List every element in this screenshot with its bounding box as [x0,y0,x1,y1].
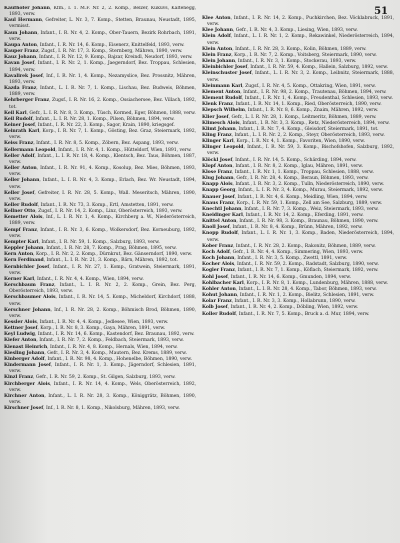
entry-name: Kern Ferdinand [4,258,44,264]
entry-name: Klug Johann [202,176,234,182]
entry-name: Kleinschuster Josef [202,71,252,77]
entry-detail: Infant., I. R. Nr. 28, 2. Komp., Rakonitz, Böhmen, 1889, verw. [235,243,376,249]
entry-detail: Gefr., I. R. Nr. 59, 2. Komp., St. Gilgen, Salzburg, 1893, verw. [35,375,176,381]
entry-detail: Gefr., I. R. Nr. 28, 4. Komp., Beraun, Böhmen, 1893, verw. [236,176,369,182]
entry-name: Knoll Josef [202,225,230,231]
entry-detail: Korp., I. R. Nr. 4, 1. Komp., Favoriten, Wien, 1890, verw. [236,139,365,145]
list-entry: Klement Rudolf, Infant., I. R. Nr. 1, 4. Komp., Freudenthal, Schlesien, 1893, verw. [202,96,393,102]
list-entry: Klimt Johann, Infant., I. R. Nr. 7, 4. Komp., Gleisdorf, Steiermark, 1891, tot. [202,126,379,132]
entry-detail: Infant., I. R. Nr. 7, 1. Komp., Köflach, Steiermark, 1892, verw. [237,268,379,274]
list-entry: Keiss Franz, Infant., I. R. Nr. 8, 5. Komp., Zöbern, Bez. Aspang, 1893, verw. [4,141,179,147]
entry-name: Keil Rudolf [4,116,33,122]
entry-detail: Infant., I. R. Nr. 28, 7. Komp., Prag, Böhmen, 1895, verw. [46,246,177,252]
list-entry: Kinberger Adolf, Infant., I. R. Nr. 98, 4. Komp., Hohenelbe, Böhmen, 1890, verw. [4,356,192,362]
list-entry: Keller Johann, Infant., L. I. R. Nr. 4, 3. Komp., Erlach, Bez. Wr. Neustadt, 1894, verw. [4,178,196,190]
entry-name: Kohlbacher Karl [202,280,244,286]
list-entry: Klein Adolf, Infant., L. I. R. Nr. 1, 2. Komp., Rekawinkel, Niederösterreich, 1894, verw. [202,34,394,46]
entry-name: Klinger Karl [202,139,234,145]
entry-name: Kiesling Johann [4,350,45,356]
entry-name: Kindermann Josef [4,363,51,369]
entry-detail: Zugsf., I. R. Nr. 16, 2. Komp., Ossiachersee, Bez. Villach, 1892, tot. [9,98,196,110]
entry-name: Kauz Johann [4,55,37,61]
list-entry: Klinger Karl, Korp., I. R. Nr. 4, 1. Komp., Favoriten, Wien, 1890, verw. [202,139,365,145]
list-entry: Klopf Anton, Infant., I. R. Nr. 8, 2. Komp., Iglau, Mähren, 1891, verw. [202,163,363,169]
entry-detail: Infant., I. R. Nr. 14, 2. Komp., Eferding, 1891, verw. [245,213,364,218]
entry-name: Kettner Josef [4,326,38,332]
entry-detail: Infant., I. R. Nr. 14, 2. Komp., Puchkirchen, Bez. Vöcklabruck, 1891, verw. [207,16,394,28]
entry-name: Keller Johann [4,178,40,184]
entry-detail: Infant., I. R. Nr. 3, 3. Komp., Hollabrunn, 1890, verw. [234,299,356,305]
entry-name: Kemetter Alois [4,215,43,221]
entry-name: Koch Johann [202,256,235,262]
entry-detail: Infant., I. R. Nr. 4, 2. Komp., Ober-Tauern, Bezirk Rohrbach, 1891, verw. [9,30,196,42]
entry-detail: Infant., I. R. Nr. 14, 5. Komp., Micheldorf, Kirchdorf, 1888, verw. [9,295,196,307]
entry-detail: Korp., I. R. Nr. 8, 3. Komp., Gaya, Mähren, 1891, verw. [40,326,166,332]
list-entry: Knapp Georg, Infant., L. I. R. Nr. 3, 4. Komp., Murau, Steiermark, 1892, verw. [202,188,383,194]
list-entry: Keller Josef, Gefreiter, I. R. Nr. 28, 5. Komp., Wall. Meseritsch, Mähren, 1890, verw. [4,190,196,202]
list-entry: Kolar Franz, Infant., I. R. Nr. 3, 3. Komp., Hollabrunn, 1890, verw. [202,299,356,305]
list-entry: Knauer Josef, Infant., I. R. Nr. 4, 6. Komp., Meidling, Wien, 1894, verw. [202,194,368,200]
entry-name: Kempf Franz [4,227,37,233]
list-entry: Knoll Josef, Infant., I. R. Nr. 8, 4. Komp., Brünn, Mähren, 1892, verw. [202,225,363,231]
entry-detail: Infant., I. R. Nr. 7, 3. Komp., Weiz, Steiermark, 1893, verw. [244,206,379,212]
entry-detail: Infant., I. R. Nr. 3, 5. Komp., Zwettl, 1891, verw. [237,256,348,262]
list-entry: Kellner Otto, Zugsf., I. R. Nr. 14, 2. Komp., Linz, Oberösterreich, 1893, verw. [4,209,183,215]
entry-name: Klenk Franz [202,102,233,108]
list-entry: Kettner Josef, Korp., I. R. Nr. 8, 3. Komp., Gaya, Mähren, 1891, verw. [4,326,166,332]
list-entry: Koller Rudolf, Infant., I. R. Nr. 7, 5. Komp., Bruck a. d. Mur, 1894, verw. [202,311,370,317]
entry-name: Keller Josef [4,190,35,196]
entry-name: Klimt Johann [202,126,236,132]
entry-name: Kauper Franz [4,49,39,55]
list-entry: Kleinbichler Josef, Infant., I. R. Nr. 59, 4. Komp., Hallein, Salzburg, 1892, verw. [202,65,388,71]
entry-detail: Korp., I. R. Nr. 7, 1. Komp., Gösting, Bez. Graz, Steiermark, 1892, verw. [9,129,196,141]
entry-detail: Infant., I. R. Nr. 4, 6. Komp., Meidling, Wien, 1894, verw. [237,194,368,200]
entry-detail: Korp., I. R. Nr. 8, 1. Komp., Lundenburg, Mähren, 1888, verw. [246,280,388,286]
entry-name: Kneidinger Karl [202,213,243,218]
list-entry: Kolb Josef, Infant., I. R. Nr. 4, 2. Komp., Döbling, Wien, 1892, verw. [202,305,359,311]
entry-detail: Zugsf., I. R. Nr. 17, 3. Komp., Sternberg, Mähren, 1890, verw. [41,49,183,55]
entry-name: Klose Franz [202,169,232,175]
entry-name: Kohl Josef [202,274,228,280]
entry-detail: Infant., I. R. Nr. 14, 1. Komp., Ried, Oberösterreich, 1890, verw. [235,102,382,108]
entry-name: Klimesch Alois [202,120,240,126]
entry-detail: Korp., I. R. Nr. 2, 2. Komp., Dürnkrut, Bez. Gänserndorf, 1890, verw. [35,252,193,258]
entry-name: Koller Rudolf [202,311,236,317]
entry-detail: Infant., I. R. Nr. 4, 8. Komp., Hernals, Wien, 1894, verw. [49,344,178,350]
list-entry: Kirchner Anton, Infant., L. I. R. Nr. 28, 3. Komp., Königgrätz, Böhmen, 1890, verw. [4,393,196,405]
list-entry: Knechtl Johann, Infant., I. R. Nr. 7, 3. Komp., Weiz, Steiermark, 1893, verw. [202,206,379,212]
list-entry: Kienast Heinrich, Infant., I. R. Nr. 4, 8. Komp., Hernals, Wien, 1894, verw. [4,344,178,350]
entry-name: Kohut Johann [202,293,237,299]
entry-name: Kling Franz [202,132,232,138]
entry-detail: Infant., I. R. Nr. 4, 4. Komp., Wien, 1894, verw. [36,276,144,282]
list-entry: Knopp Rudolf, Infant., L. I. R. Nr. 1, 3. Komp., Baden, Niederösterreich, 1894, verw. [202,231,394,243]
entry-name: Klepsch Wilhelm [202,108,245,114]
entry-name: Kerschbaum Franz [4,283,55,289]
entry-name: Knaus Franz [202,200,234,206]
entry-detail: Infant., I. R. Nr. 14, 6. Komp., Gmunden, 1894, verw. [230,274,352,280]
list-entry: Knapp Alois, Infant., I. R. Nr. 3, 2. Komp., Tulln, Niederösterreich, 1890, verw. [202,182,385,188]
entry-detail: Infant., I. R. Nr. 3, 6. Komp., Wolkersdorf, Bez. Korneuburg, 1892, verw. [9,227,196,239]
entry-name: Kavalirek Josef [4,73,43,79]
entry-name: Kolb Josef [202,305,228,311]
entry-detail: Infant., I. R. Nr. 14, 6. Komp., Eisenerz, Knittelfeld, 1893, verw. [39,42,185,48]
entry-detail: Inf., L. I. R. Nr. 1, 4. Komp., Kirchberg a. W., Niederösterreich, 1889, verw. [9,215,196,227]
entry-name: Keppler Johann [4,246,44,252]
entry-detail: Zugsf., I. R. Nr. 14, 2. Komp., Linz, Oberösterreich, 1893, verw. [38,209,183,215]
entry-detail: Gefr., L. I. R. Nr. 8, 3. Komp., Tüsch, Kormed, Eger, Böhmen, 1888, verw. [29,110,196,116]
entry-name: Keyl Ludwig [4,332,35,338]
list-entry: Klein Anton, Infant., I. R. Nr. 28, 3. Komp., Kolin, Böhmen, 1889, verw. [202,46,367,52]
entry-name: Klement Rudolf [202,96,242,102]
entry-name: Klein Franz [202,52,232,58]
entry-detail: Gefr., L. I. R. Nr. 28, 1. Komp., Leitmeritz, Böhmen, 1889, verw. [231,114,377,120]
entry-name: Knapp Alois [202,182,233,188]
entry-name: Kogler Franz [202,268,235,274]
entry-detail: Infant., L. I. R. Nr. 21, 3. Komp., Bärn, Mähren, 1892, tot. [46,258,178,264]
entry-detail: Infant., I. R. Nr. 59, 4. Komp., Hallein, Salzburg, 1892, verw. [250,65,388,71]
list-entry: Kirschner Josef, Inf., I. R. Nr. 8, 1. Komp., Nikolsburg, Mähren, 1893, verw. [4,406,180,412]
entry-detail: Infant., I. R. Nr. 2, 1. Komp., Jaegerndorf, Bez. Troppau, Schlesien, 1894, verw. [9,61,196,73]
entry-name: Kern Anton [4,252,34,258]
entry-detail: Infant., I. R. Nr. 59, 2. Komp., Radstadt, Salzburg, 1890, verw. [236,262,379,268]
entry-detail: Infant., L. I. R. Nr. 18, 4. Komp., Klentsch, Bez. Taus, Böhmen, 1887, verw. [9,153,196,165]
entry-detail: Infant., I. R. Nr. 7, 2. Komp., Feldbach, Steiermark, 1893, verw. [39,338,184,344]
list-entry: Klug Johann, Gefr., I. R. Nr. 28, 4. Komp., Beraun, Böhmen, 1893, verw. [202,176,369,182]
list-entry: Kleinmann Karl, Zugsf., I. R. Nr. 4, 5. Komp., Ottakring, Wien, 1891, verw. [202,83,376,89]
entry-detail: Gefr., I. R. Nr. 4, 4. Komp., Simmering, Wien, 1893, verw. [232,249,364,255]
entry-detail: Infant., I. R. Nr. 1, 4. Komp., Freudenthal, Schlesien, 1893, verw. [244,96,393,102]
entry-detail: Infant., I. R. Nr. 14, 6. Komp., Kastendorf, Bez. Braunau, 1892, verw. [37,332,195,338]
list-entry: Klöckl Josef, Infant., I. R. Nr. 14, 5. Komp., Schärding, 1894, verw. [202,157,357,163]
entry-name: Kerschner Johann [4,307,51,313]
entry-detail: Infant., I. R. Nr. 22, 3. Komp., Sagor, Krain, 1890, kriegsgef. [37,122,175,128]
list-entry: Kneidinger Karl, Infant., I. R. Nr. 14, 2. Komp., Eferding, 1891, verw. [202,213,364,218]
list-entry: Kober Franz, Infant., I. R. Nr. 28, 2. Komp., Rakonitz, Böhmen, 1889, verw. [202,243,376,249]
entry-detail: Infant., I. R. Nr. 91, 4. Komp., Kosolup, Bez. Mies, Böhmen, 1893, verw. [9,166,196,178]
entry-detail: Infant., I. R. Nr. 14, 4. Komp., Wels, Oberösterreich, 1892, verw. [9,381,196,393]
entry-name: Kerner Karl [4,276,35,282]
entry-name: Keiner Josef [4,122,35,128]
entry-detail: Infant., I. R. Nr. 12, 9. Komp., Bajzar, Kreindl, Neudorf, 1893, verw. [39,55,193,61]
list-entry: Kocher Alois, Infant., I. R. Nr. 59, 2. Komp., Radstadt, Salzburg, 1890, verw. [202,262,379,268]
entry-name: Kienast Heinrich [4,344,48,350]
entry-name: Klee Anton [202,16,231,21]
entry-name: Klee Johann [202,28,233,34]
list-entry: Kerschbaum Franz, Infant., L. I. R. Nr. 2, 2. Komp., Grein, Bez. Perg, Oberösterreich, 1893, verw. [4,283,196,295]
list-entry: Koch Johann, Infant., I. R. Nr. 3, 5. Komp., Zwettl, 1891, verw. [202,256,348,262]
list-entry: Kleinschuster Josef, Infant., L. I. R. Nr. 3, 2. Komp., Leibnitz, Steiermark, 1888, verw. [202,71,394,83]
list-entry: Keller Adolf, Infant., L. I. R. Nr. 18, 4. Komp., Klentsch, Bez. Taus, Böhmen, 1887, verw. [4,153,196,165]
entry-detail: Infant., L. I. R. Nr. 7, 1. Komp., Lischau, Bez. Budweis, Böhmen, 1889, verw. [9,86,196,98]
entry-name: Keller Adolf [4,153,35,159]
entry-name: Kleinbichler Josef [202,65,248,71]
entry-detail: Infant., L. I. R. Nr. 1, 3. Komp., Baden, Niederösterreich, 1894, verw. [207,231,394,243]
entry-name: Kolar Franz [202,299,232,305]
list-entry: Keller Rudolf, Infant., I. R. Nr. 73, 3. Komp., Ertl, Amstetten, 1891, verw. [4,203,174,208]
entry-detail: Infant., L. I. R. Nr. 28, 4. Komp., Tabor, Böhmen, 1893, verw. [238,286,377,292]
entry-name: Keiss Franz [4,141,34,147]
entry-detail: Infant., I. R. Nr. 8, 2. Komp., Iglau, Mähren, 1891, verw. [235,163,363,169]
list-entry: Kernbichler Josef, Infant., I. R. Nr. 27, 1. Komp., Gratwein, Steiermark, 1891, verw. [4,264,196,276]
list-entry: Kavan Josef, Infant., I. R. Nr. 2, 1. Komp., Jaegerndorf, Bez. Troppau, Schlesien, 1894, verw. [4,61,196,73]
list-entry: Kempf Franz, Infant., I. R. Nr. 3, 6. Komp., Wolkersdorf, Bez. Korneuburg, 1892, verw. [4,227,196,239]
entry-name: Knapp Georg [202,188,236,194]
entry-detail: Infant., I. R. Nr. 27, 1. Komp., Gratwein, Steiermark, 1891, verw. [9,264,196,276]
entry-name: Kaul Hermann [4,18,42,24]
entry-detail: Zugsf., I. R. Nr. 4, 5. Komp., Ottakring, Wien, 1891, verw. [245,83,376,89]
entry-detail: Infant., I. R. Nr. 98, 3. Komp., Braunau, Böhmen, 1890, verw. [239,219,379,225]
entry-name: Kellner Otto [4,209,36,215]
entry-detail: Infant., I. R. Nr. 8, 5. Komp., Zöbern, Bez. Aspang, 1893, verw. [36,141,179,147]
list-entry: Klement Anton, Infant., I. R. Nr. 98, 2. Komp., Trautenau, Böhmen, 1894, verw. [202,89,387,95]
entry-detail: Infant., I. R. Nr. 8, 6. Komp., Znaim, Mähren, 1892, verw. [247,108,379,114]
entry-name: Klein Adolf [202,34,231,40]
columns [4,6,394,537]
entry-name: Kehrberger Franz [4,98,50,104]
entry-name: Kocher Alois [202,262,235,268]
entry-name: Kernbichler Josef [4,264,50,270]
list-entry: Kessler Alois, Infant., I. R. Nr. 4, 4. Komp., Jedlesee, Wien, 1893, verw. [4,319,169,325]
list-entry: Kogler Franz, Infant., I. R. Nr. 7, 1. Komp., Köflach, Steiermark, 1892, verw. [202,268,379,274]
entry-detail: Infant., I. R. Nr. 59, 3. Komp., Bischofshofen, Salzburg, 1892, verw. [207,145,394,157]
entry-detail: Korp., I. R. Nr. 59, 1. Komp., Zell am See, Salzburg, 1889, verw. [236,200,383,206]
entry-detail: Infant., I. R. Nr. 28, 3. Komp., Kolin, Böhmen, 1889, verw. [235,46,367,52]
entry-name: Kessler Alois [4,319,37,325]
list-entry: Keil Karl, Gefr., L. I. R. Nr. 8, 3. Komp., Tüsch, Kormed, Eger, Böhmen, 1888, verw. [4,110,196,116]
list-entry: Kauz Johann, Infant., I. R. Nr. 12, 9. Komp., Bajzar, Kreindl, Neudorf, 1893, verw. [4,55,193,61]
entry-name: Klinger Leopold [202,145,244,151]
list-entry: Keiner Josef, Infant., I. R. Nr. 22, 3. Komp., Sagor, Krain, 1890, kriegsgef. [4,122,175,128]
list-entry: Kaupa Anton, Infant., I. R. Nr. 14, 6. Komp., Eisenerz, Knittelfeld, 1893, verw. [4,42,185,48]
list-entry: Klepsch Wilhelm, Infant., I. R. Nr. 8, 6. Komp., Znaim, Mähren, 1892, verw. [202,108,379,114]
list-entry: Klee Anton, Infant., I. R. Nr. 14, 2. Komp., Puchkirchen, Bez. Vöcklabruck, 1891, verw. [202,16,394,28]
entry-name: Kempter Karl [4,239,39,245]
list-entry: Kern Ferdinand, Infant., L. I. R. Nr. 21, 3. Komp., Bärn, Mähren, 1892, tot. [4,258,178,264]
list-entry: Keil Rudolf, Infant., L. I. R. Nr. 28, 1. Komp., Pilsen, Böhmen, 1894, verw. [4,116,175,122]
entry-name: Klöckl Josef [202,157,233,163]
entry-name: Keller Anton [4,166,37,172]
list-entry: Kaun Johann, Infant., I. R. Nr. 4, 2. Komp., Ober-Tauern, Bezirk Rohrbach, 1891, verw. [4,30,196,42]
list-entry: Kemetter Alois, Inf., L. I. R. Nr. 1, 4. Komp., Kirchberg a. W., Niederösterreich, 1889, verw. [4,215,196,227]
entry-name: Kellermann Leopold [4,147,56,153]
entry-detail: Inf., I. R. Nr. 1, 4. Komp., Nezamyslice, Bez. Prossnitz, Mähren, 1893, verw. [9,73,196,85]
entry-detail: Gefreiter, L. Nr. 3, 7. Komp., Stetten, Braunau, Neustadt, 1895, vermisst. [9,18,196,30]
entry-detail: Infant., L. I. R. Nr. 2, 2. Komp., Grein, Bez. Perg, Oberösterreich, 1893, verw. [9,283,196,295]
entry-detail: Infant., I. R. Nr. 73, 3. Komp., Ertl, Amstetten, 1891, verw. [40,203,174,208]
list-entry: Kellermann Leopold, Infant., I. R. Nr. 4, 1. Komp., Hütteldorf, Wien, 1891, verw. [4,147,192,153]
list-entry: Keyl Ludwig, Infant., I. R. Nr. 14, 6. Komp., Kastendorf, Bez. Braunau, 1892, verw. [4,332,195,338]
entry-detail: Inf., I. R. Nr. 8, 1. Komp., Nikolsburg, Mähren, 1893, verw. [45,406,180,412]
list-entry: Kiesling Johann, Gefr., I. R. Nr. 3, 4. Komp., Mautern, Bez. Krems, 1889, verw. [4,350,187,356]
entry-name: Keller Rudolf [4,203,38,208]
entry-name: Kirchberger Alois [4,381,50,387]
list-entry: Kazda Franz, Infant., L. I. R. Nr. 7, 1. Komp., Lischau, Bez. Budweis, Böhmen, 1889, verw. [4,86,196,98]
list-entry: Keller Anton, Infant., I. R. Nr. 91, 4. Komp., Kosolup, Bez. Mies, Böhmen, 1893, verw. [4,166,196,178]
entry-detail: Infant., I. R. Nr. 8, 4. Komp., Brünn, Mähren, 1892, verw. [232,225,363,231]
list-entry: Knaus Franz, Korp., I. R. Nr. 59, 1. Komp., Zell am See, Salzburg, 1889, verw. [202,200,383,206]
list-entry: Kohler Anton, Infant., L. I. R. Nr. 28, 4. Komp., Tabor, Böhmen, 1893, verw. [202,286,377,292]
entry-detail: Infant., L. I. R. Nr. 3, 4. Komp., Murau, Steiermark, 1892, verw. [238,188,383,194]
entry-name: Klier Josef [202,114,229,120]
entry-name: Kirchner Anton [4,393,45,399]
list-entry: Kinzl Franz, Gefr., I. R. Nr. 59, 2. Komp., St. Gilgen, Salzburg, 1893, verw. [4,375,176,381]
entry-name: Kazda Franz [4,86,37,92]
entry-detail: Infant., I. R. Nr. 1, 2. Komp., Bielitz, Schlesien, 1891, verw. [239,293,375,299]
list-entry: Klier Josef, Gefr., L. I. R. Nr. 28, 1. Komp., Leitmeritz, Böhmen, 1889, verw. [202,114,377,120]
entry-detail: Infant., L. I. R. Nr. 4, 3. Komp., Erlach, Bez. Wr. Neustadt, 1894, verw. [9,178,196,190]
entry-name: Kaufhofer Johann [4,6,50,11]
list-entry: Klinger Leopold, Infant., I. R. Nr. 59, 3. Komp., Bischofshofen, Salzburg, 1892, verw. [202,145,394,157]
entry-detail: Infant., I. R. Nr. 98, 2. Komp., Trautenau, Böhmen, 1894, verw. [243,89,387,95]
list-entry: Klose Franz, Infant., I. R. Nr. 1, 1. Komp., Troppau, Schlesien, 1888, verw. [202,169,374,175]
entry-detail: Kfm., I. 1. M.F. Nr. 2, 2. Komp., Belzer, Kukuvs, Kaltenegg, 1893, verw. [9,6,196,18]
entry-detail: Infant., L. I. R. Nr. 28, 1. Komp., Pilsen, Böhmen, 1894, verw. [35,116,175,122]
entry-name: Klein Johann [202,59,235,65]
list-entry: Kerschbaumer Alois, Infant., I. R. Nr. 14, 5. Komp., Micheldorf, Kirchdorf, 1888, verw. [4,295,196,307]
left-column [4,6,196,537]
entry-name: Kinzl Franz [4,375,34,381]
entry-name: Klement Anton [202,89,241,95]
list-entry: Kiefer Anton, Infant., I. R. Nr. 7, 2. Komp., Feldbach, Steiermark, 1893, verw. [4,338,184,344]
entry-detail: Infant., I. R. Nr. 3, 2. Komp., Tulln, Niederösterreich, 1890, verw. [235,182,385,188]
entry-detail: Gefreiter, I. R. Nr. 28, 5. Komp., Wall. Meseritsch, Mähren, 1890, verw. [9,190,196,202]
entry-name: Kober Franz [202,243,234,249]
list-entry: Kirchberger Alois, Infant., I. R. Nr. 14, 4. Komp., Wels, Oberösterreich, 1892, verw. [4,381,196,393]
list-entry: Klenk Franz, Infant., I. R. Nr. 14, 1. Komp., Ried, Oberösterreich, 1890, verw. [202,102,382,108]
list-entry: Kavalirek Josef, Inf., I. R. Nr. 1, 4. Komp., Nezamyslice, Bez. Prossnitz, Mähren, 1893, verw. [4,73,196,85]
entry-detail: Infant., I. R. Nr. 4, 1. Komp., Hütteldorf, Wien, 1891, verw. [58,147,192,153]
entry-detail: Infant., I. R. Nr. 7, 4. Komp., Gleisdorf, Steiermark, 1891, tot. [238,126,379,132]
entry-detail: Infant., L. I. R. Nr. 3, 2. Komp., Leibnitz, Steiermark, 1888, verw. [207,71,394,83]
list-entry: Kehrberger Franz, Zugsf., I. R. Nr. 16, 2. Komp., Ossiachersee, Bez. Villach, 1892, tot. [4,98,196,110]
entry-detail: Infant., I. R. Nr. 4, 4. Komp., Jedlesee, Wien, 1893, verw. [39,319,169,325]
page-number: 51 [374,6,388,17]
entry-name: Kinberger Adolf [4,356,45,362]
entry-detail: Korp., I. R. Nr. 7, 2. Komp., Voitsberg, Steiermark, 1890, verw. [234,52,377,58]
list-entry: Kohl Josef, Infant., I. R. Nr. 14, 6. Komp., Gmunden, 1894, verw. [202,274,352,280]
entry-name: Kerschbaumer Alois [4,295,56,301]
entry-detail: Inf., I. R. Nr. 28, 2. Komp., Böhmisch Brod, Böhmen, 1890, verw. [9,307,196,319]
entry-detail: Gefr., I. R. Nr. 3, 4. Komp., Mautern, Bez. Krems, 1889, verw. [47,350,187,356]
entry-name: Keinrath Karl [4,129,40,135]
list-entry: Klein Johann, Infant., I. R. Nr. 3, 1. Komp., Stockerau, 1893, verw. [202,59,357,65]
list-entry: Kern Anton, Korp., I. R. Nr. 2, 2. Komp., Dürnkrut, Bez. Gänserndorf, 1890, verw. [4,252,193,258]
entry-detail: Infant., I. R. Nr. 3, 1. Komp., Stockerau, 1893, verw. [237,59,357,65]
list-entry: Kling Franz, Infant., L. I. R. Nr. 2, 2. Komp., Steyr, Oberösterreich, 1893, verw. [202,132,385,138]
entry-detail: Infant., I. R. Nr. 1, 3. Komp., Jägerndorf, Schlesien, 1891, verw. [9,363,196,375]
entry-detail: Infant., L. I. R. Nr. 28, 3. Komp., Königgrätz, Böhmen, 1890, verw. [9,393,196,405]
entry-name: Klopf Anton [202,163,233,169]
list-entry: Kauper Franz, Zugsf., I. R. Nr. 17, 3. Komp., Sternberg, Mähren, 1890, verw. [4,49,183,55]
entry-name: Knechtl Johann [202,206,242,212]
entry-detail: Infant., I. R. Nr. 4, 2. Komp., Döbling, Wien, 1892, verw. [230,305,359,311]
list-entry: Klee Johann, Gefr., I. R. Nr. 4, 3. Komp., Liesing, Wien, 1893, verw. [202,28,358,34]
entry-name: Knittel Anton [202,219,237,225]
list-entry: Kaufhofer Johann, Kfm., I. 1. M.F. Nr. 2, 2. Komp., Belzer, Kukuvs, Kaltenegg, 1893, verw. [4,6,196,18]
entry-name: Kirschner Josef [4,406,44,412]
entry-detail: Infant., L. I. R. Nr. 2, 2. Komp., Steyr, Oberösterreich, 1893, verw. [234,132,385,138]
entry-name: Keil Karl [4,110,27,116]
list-entry: Koch Adolf, Gefr., I. R. Nr. 4, 4. Komp., Simmering, Wien, 1893, verw. [202,249,364,255]
entry-name: Knauer Josef [202,194,235,200]
entry-detail: Infant., I. R. Nr. 1, 1. Komp., Troppau, Schlesien, 1888, verw. [234,169,374,175]
entry-name: Kaun Johann [4,30,38,36]
list-entry: Kindermann Josef, Infant., I. R. Nr. 1, 3. Komp., Jägerndorf, Schlesien, 1891, verw. [4,363,196,375]
list-entry: Klein Franz, Korp., I. R. Nr. 7, 2. Komp., Voitsberg, Steiermark, 1890, verw. [202,52,377,58]
entry-name: Kleinmann Karl [202,83,243,89]
list-entry: Klimesch Alois, Infant., I. R. Nr. 3, 3. Komp., Retz, Niederösterreich, 1894, verw. [202,120,390,126]
entry-detail: Infant., L. I. R. Nr. 1, 2. Komp., Rekawinkel, Niederösterreich, 1894, verw. [207,34,394,46]
entry-name: Kohler Anton [202,286,236,292]
list-entry: Kempter Karl, Infant., I. R. Nr. 59, 1. Komp., Salzburg, 1893, verw. [4,239,160,245]
entry-detail: Infant., I. R. Nr. 3, 3. Komp., Retz, Niederösterreich, 1894, verw. [242,120,390,126]
entry-name: Kaupa Anton [4,42,37,48]
list-entry: Keppler Johann, Infant., I. R. Nr. 28, 7. Komp., Prag, Böhmen, 1895, verw. [4,246,177,252]
right-column [202,6,394,537]
list-entry: Kaul Hermann, Gefreiter, L. Nr. 3, 7. Komp., Stetten, Braunau, Neustadt, 1895, vermisst. [4,18,196,30]
entry-detail: Infant., I. R. Nr. 98, 4. Komp., Hohenelbe, Böhmen, 1890, verw. [47,356,192,362]
list-entry: Kerschner Johann, Inf., I. R. Nr. 28, 2. Komp., Böhmisch Brod, Böhmen, 1890, verw. [4,307,196,319]
entry-detail: Gefr., I. R. Nr. 4, 3. Komp., Liesing, Wien, 1893, verw. [235,28,358,34]
entry-name: Koch Adolf [202,249,230,255]
list-entry: Kerner Karl, Infant., I. R. Nr. 4, 4. Komp., Wien, 1894, verw. [4,276,144,282]
list-entry: Keinrath Karl, Korp., I. R. Nr. 7, 1. Komp., Gösting, Bez. Graz, Steiermark, 1892, verw. [4,129,196,141]
entry-name: Kiefer Anton [4,338,37,344]
entry-detail: Infant., I. R. Nr. 7, 5. Komp., Bruck a. d. Mur, 1894, verw. [238,311,370,317]
list-entry: Kohut Johann, Infant., I. R. Nr. 1, 2. Komp., Bielitz, Schlesien, 1891, verw. [202,293,375,299]
entry-name: Kavan Josef [4,61,35,67]
list-entry: Knittel Anton, Infant., I. R. Nr. 98, 3. Komp., Braunau, Böhmen, 1890, verw. [202,219,379,225]
list-entry: Kohlbacher Karl, Korp., I. R. Nr. 8, 1. Komp., Lundenburg, Mähren, 1888, verw. [202,280,388,286]
entry-detail: Infant., I. R. Nr. 59, 1. Komp., Salzburg, 1893, verw. [41,239,160,245]
entry-name: Klein Anton [202,46,233,52]
entry-detail: Infant., I. R. Nr. 14, 5. Komp., Schärding, 1894, verw. [235,157,357,163]
entry-name: Knopp Rudolf [202,231,238,237]
